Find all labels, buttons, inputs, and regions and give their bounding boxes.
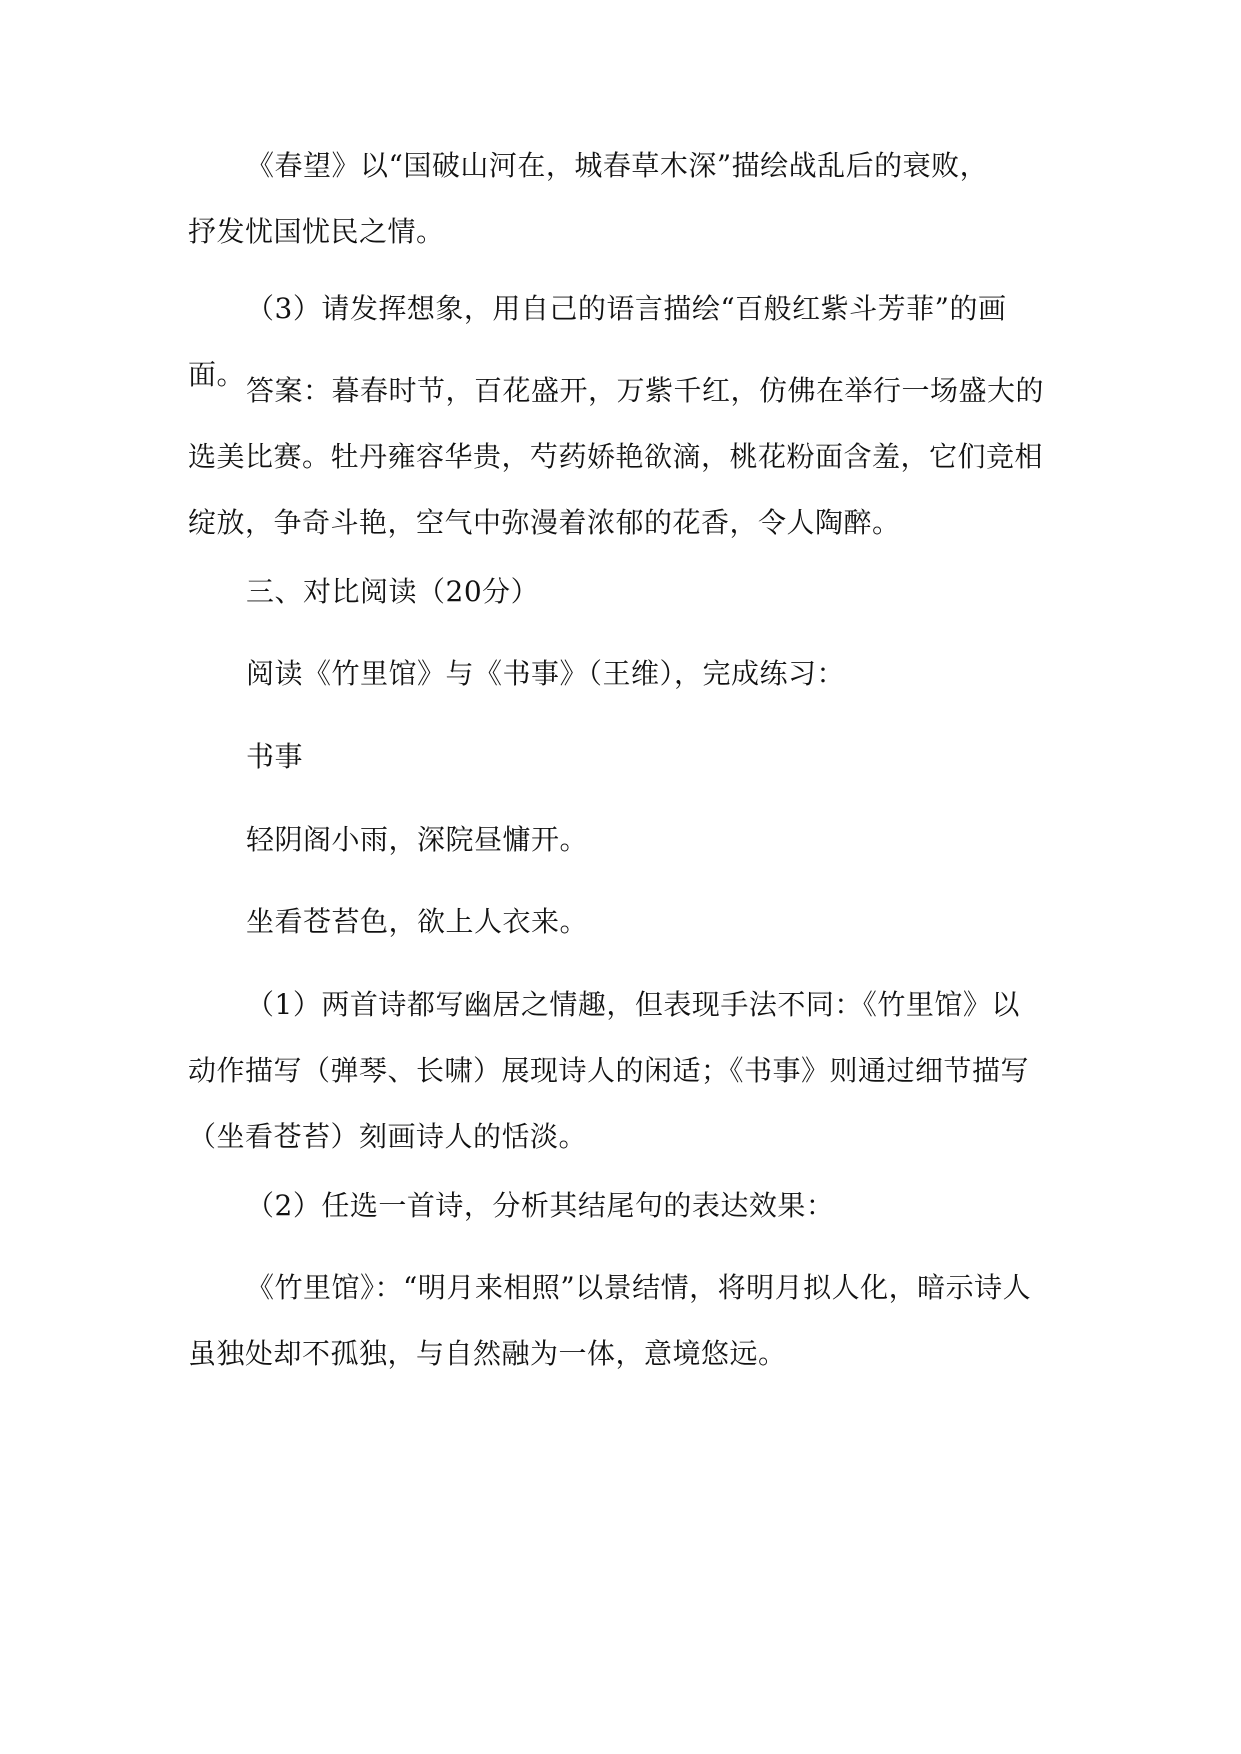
text-line: 抒发忧国忧民之情。: [188, 215, 445, 248]
text-line: （1）两首诗都写幽居之情趣，但表现手法不同：《竹里馆》以: [246, 988, 1020, 1021]
answer-paragraph: [188, 358, 1060, 556]
poem-line-2: 坐看苍苔色，欲上人衣来。: [246, 905, 589, 938]
poem-title: 书事: [246, 740, 304, 773]
paragraph-chunwang-summary: [188, 133, 1060, 265]
text-line: 《春望》以“国破山河在，城春草木深”描绘战乱后的衰败，: [246, 149, 989, 182]
text-line: 答案：暮春时节，百花盛开，万紫千红，仿佛在举行一场盛大的: [246, 374, 1045, 407]
text-line: （坐看苍苔）刻画诗人的恬淡。: [188, 1120, 588, 1153]
reading-instruction: 阅读《竹里馆》与《书事》（王维），完成练习：: [246, 657, 846, 690]
text-line: 虽独处却不孤独，与自然融为一体，意境悠远。: [188, 1337, 787, 1370]
text-line: 选美比赛。牡丹雍容华贵，芍药娇艳欲滴，桃花粉面含羞，它们竞相: [188, 440, 1044, 473]
text-line: 绽放，争奇斗艳，空气中弥漫着浓郁的花香，令人陶醉。: [188, 506, 901, 539]
section-heading: 三、对比阅读（20分）: [246, 575, 540, 608]
question-3: （3）请发挥想象，用自己的语言描绘“百般红紫斗芳菲”的画面。: [188, 292, 1007, 391]
text-line: 动作描写（弹琴、长啸）展现诗人的闲适；《书事》则通过细节描写: [188, 1054, 1030, 1087]
text-line: 《竹里馆》：“明月来相照”以景结情，将明月拟人化，暗示诗人: [246, 1271, 1032, 1304]
question-2: （2）任选一首诗，分析其结尾句的表达效果：: [246, 1189, 835, 1222]
question-1-answer: [188, 972, 1060, 1170]
poem-line-1: 轻阴阁小雨，深院昼慵开。: [246, 823, 589, 856]
question-2-answer: [188, 1255, 1060, 1387]
